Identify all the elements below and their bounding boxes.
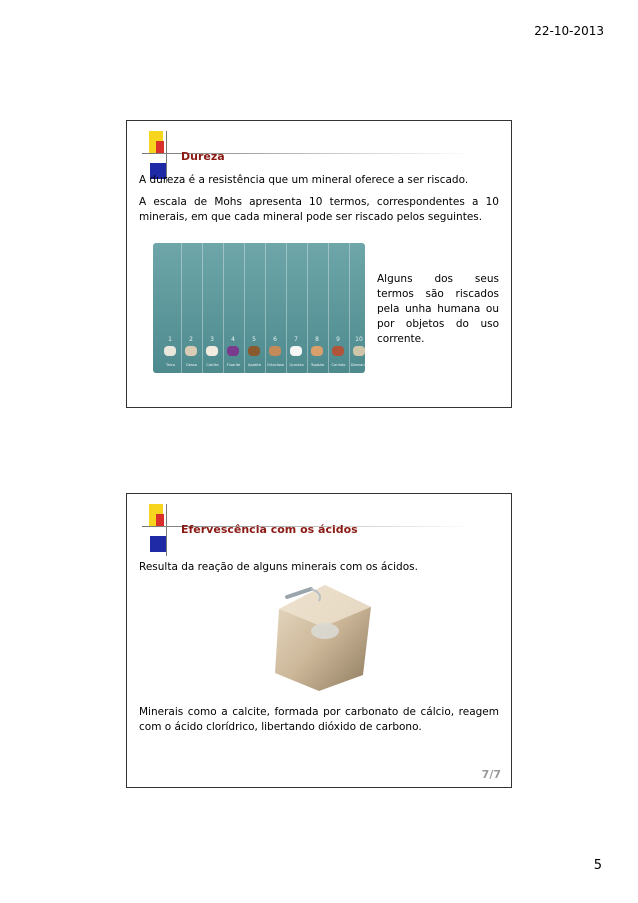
page-date: 22-10-2013 (534, 24, 604, 38)
scale-divider (223, 243, 224, 373)
mineral-name: Gesso (186, 363, 197, 367)
scale-number: 6 (273, 336, 277, 343)
scale-divider (286, 243, 287, 373)
mineral-name: Apatite (248, 363, 261, 367)
mineral-sample (227, 346, 239, 356)
mineral-sample (311, 346, 323, 356)
paragraph-mohs-scale: A escala de Mohs apresenta 10 termos, correspondentes a 10 minerais, em que cada mineral pode ser riscado pelos seguintes. (139, 196, 499, 223)
scale-divider (202, 243, 203, 373)
slide-efervescencia (126, 493, 512, 788)
mineral-name: Corindo (331, 363, 346, 367)
scale-number: 3 (210, 336, 214, 343)
scale-number: 5 (252, 336, 256, 343)
mineral-name: Topázio (310, 363, 325, 367)
paragraph-calcite: Minerais como a calcite, formada por carbonato de cálcio, reagem com o ácido clorídrico, libertando dióxido de carbono. (139, 706, 499, 733)
mineral-sample (185, 346, 197, 356)
mineral-sample (290, 346, 302, 356)
paragraph-acid-reaction: Resulta da reação de alguns minerais com os ácidos. (139, 561, 418, 573)
mineral-sample (248, 346, 260, 356)
slide-title: Efervescência com os ácidos (181, 523, 358, 536)
mineral-sample (164, 346, 176, 356)
mineral-name: Calcite (206, 363, 219, 367)
scale-number: 8 (315, 336, 319, 343)
scale-divider (349, 243, 350, 373)
scale-divider (265, 243, 266, 373)
paragraph-scratch-note: Alguns dos seus termos são riscados pela unha humana ou por objetos do uso corrente. (377, 273, 499, 345)
scale-number: 1 (168, 336, 172, 343)
scale-number: 7 (294, 336, 298, 343)
slide-dureza (126, 120, 512, 408)
scale-number: 9 (336, 336, 340, 343)
mineral-name: Fluorite (226, 363, 241, 367)
scale-number: 2 (189, 336, 193, 343)
mineral-sample (269, 346, 281, 356)
scale-number: 4 (231, 336, 235, 343)
mineral-name: Diamante (350, 363, 369, 367)
scale-divider (307, 243, 308, 373)
slide-title: Dureza (181, 150, 225, 163)
mohs-scale-illustration (153, 243, 369, 373)
mineral-sample (206, 346, 218, 356)
paragraph-definition: A dureza é a resistência que um mineral oferece a ser riscado. (139, 174, 469, 186)
scale-divider (181, 243, 182, 373)
mineral-name: Ortoclase (266, 363, 285, 367)
scale-divider (244, 243, 245, 373)
slide-counter: 7/7 (481, 768, 501, 781)
mineral-name: Quartzo (289, 363, 304, 367)
scale-number: 10 (355, 336, 363, 343)
page-number: 5 (593, 858, 602, 873)
calcite-photo (267, 579, 377, 694)
mineral-name: Talco (166, 363, 175, 367)
mineral-sample (332, 346, 344, 356)
scale-divider (328, 243, 329, 373)
mineral-sample (353, 346, 365, 356)
